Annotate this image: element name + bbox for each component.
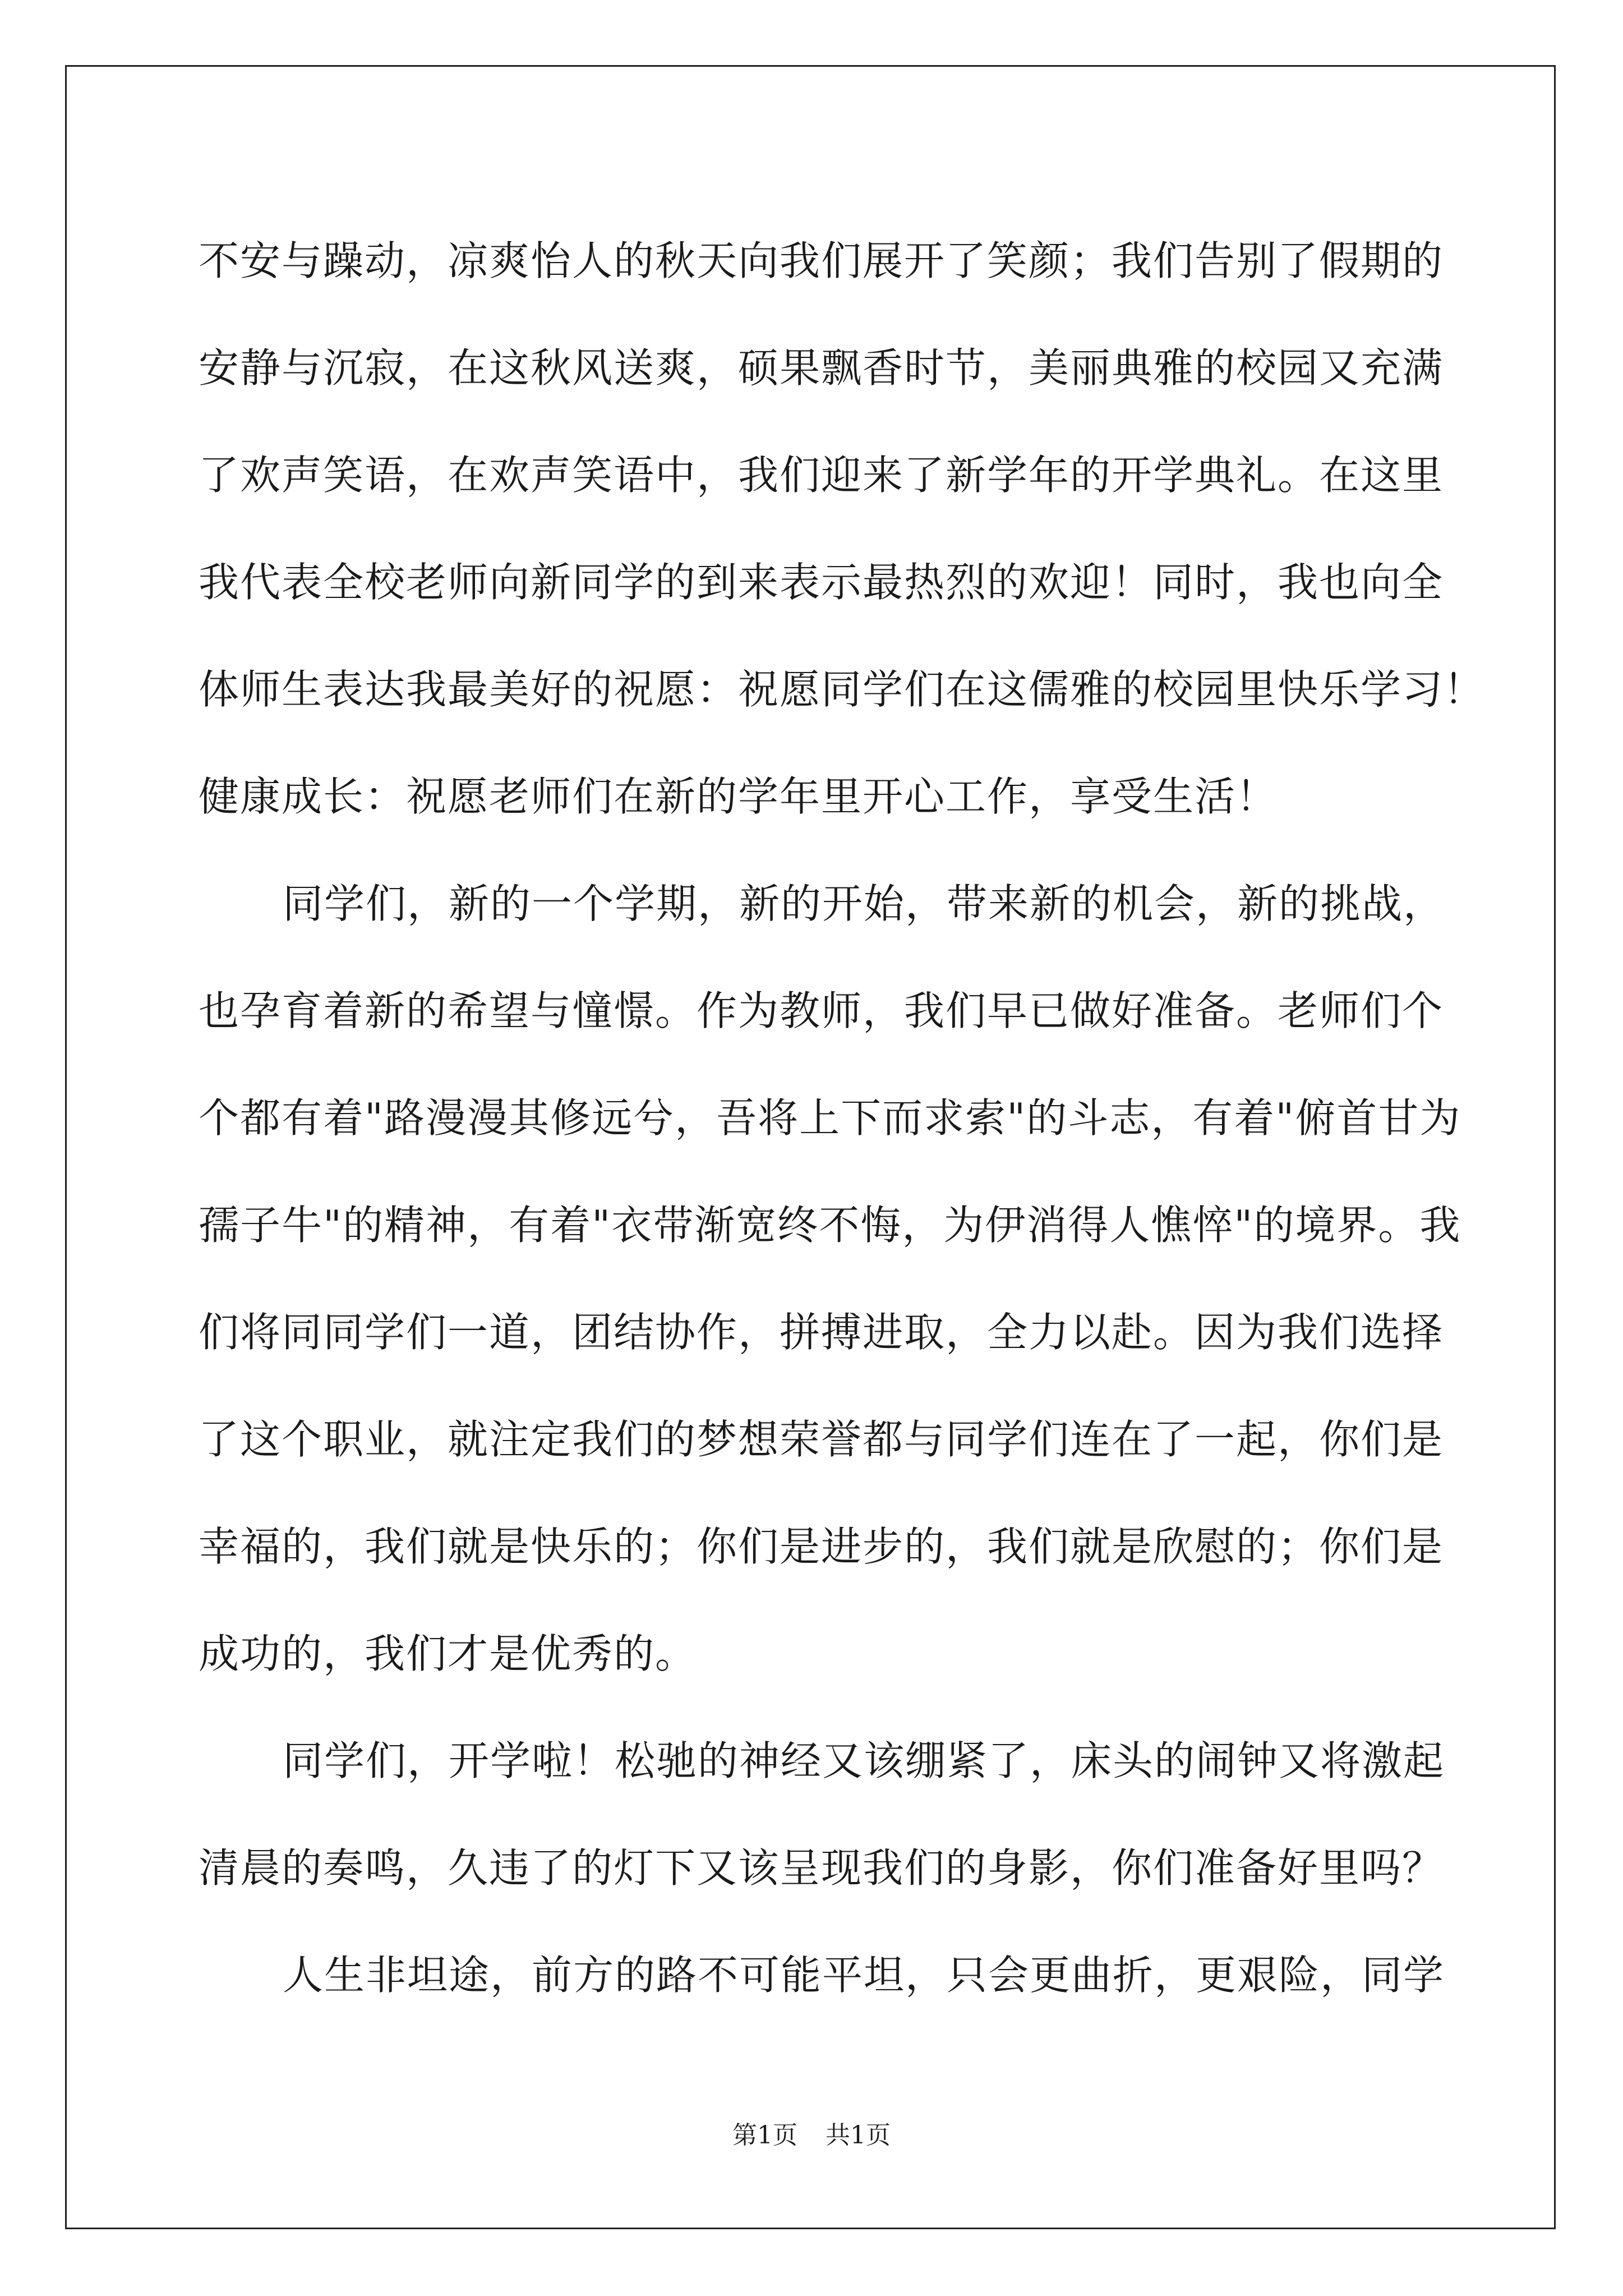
text-line: 成功的，我们才是优秀的。 [199,1630,697,1677]
text-line: 清晨的奏鸣，久违了的灯下又该呈现我们的身影，你们准备好里吗？ [199,1844,1444,1892]
text-line: 安静与沉寂，在这秋风送爽，硕果飘香时节，美丽典雅的校园又充满 [199,344,1444,392]
paragraph-start-line: 人生非坦途，前方的路不可能平坦，只会更曲折，更艰险，同学 [283,1952,1445,1999]
text-line: 孺子牛"的精神，有着"衣带渐宽终不悔，为伊消得人憔悴"的境界。我 [199,1202,1461,1249]
paragraph-start-line: 同学们，开学啦！松驰的神经又该绷紧了，床头的闹钟又将激起 [283,1737,1445,1784]
text-line: 不安与躁动，凉爽怡人的秋天向我们展开了笑颜；我们告别了假期的 [199,237,1444,284]
paragraph-start-line: 同学们，新的一个学期，新的开始，带来新的机会，新的挑战， [283,880,1445,927]
page-number: 第1页 [732,2121,797,2150]
text-line: 健康成长：祝愿老师们在新的学年里开心工作，享受生活！ [199,773,1278,820]
page-total: 共1页 [826,2121,891,2150]
text-line: 们将同同学们一道，团结协作，拼搏进取，全力以赴。因为我们选择 [199,1309,1444,1356]
page-footer [0,2115,1623,2151]
text-line: 个都有着"路漫漫其修远兮，吾将上下而求索"的斗志，有着"俯首甘为 [199,1094,1461,1142]
text-line: 也孕育着新的希望与憧憬。作为教师，我们早已做好准备。老师们个 [199,987,1444,1034]
document-body [199,208,1486,2029]
text-line: 体师生表达我最美好的祝愿：祝愿同学们在这儒雅的校园里快乐学习！ [199,666,1486,713]
text-line: 我代表全校老师向新同学的到来表示最热烈的欢迎！同时，我也向全 [199,559,1444,606]
text-line: 了欢声笑语，在欢声笑语中，我们迎来了新学年的开学典礼。在这里 [199,452,1444,499]
text-line: 幸福的，我们就是快乐的；你们是进步的，我们就是欣慰的；你们是 [199,1523,1444,1570]
text-line: 了这个职业，就注定我们的梦想荣誉都与同学们连在了一起，你们是 [199,1416,1444,1463]
